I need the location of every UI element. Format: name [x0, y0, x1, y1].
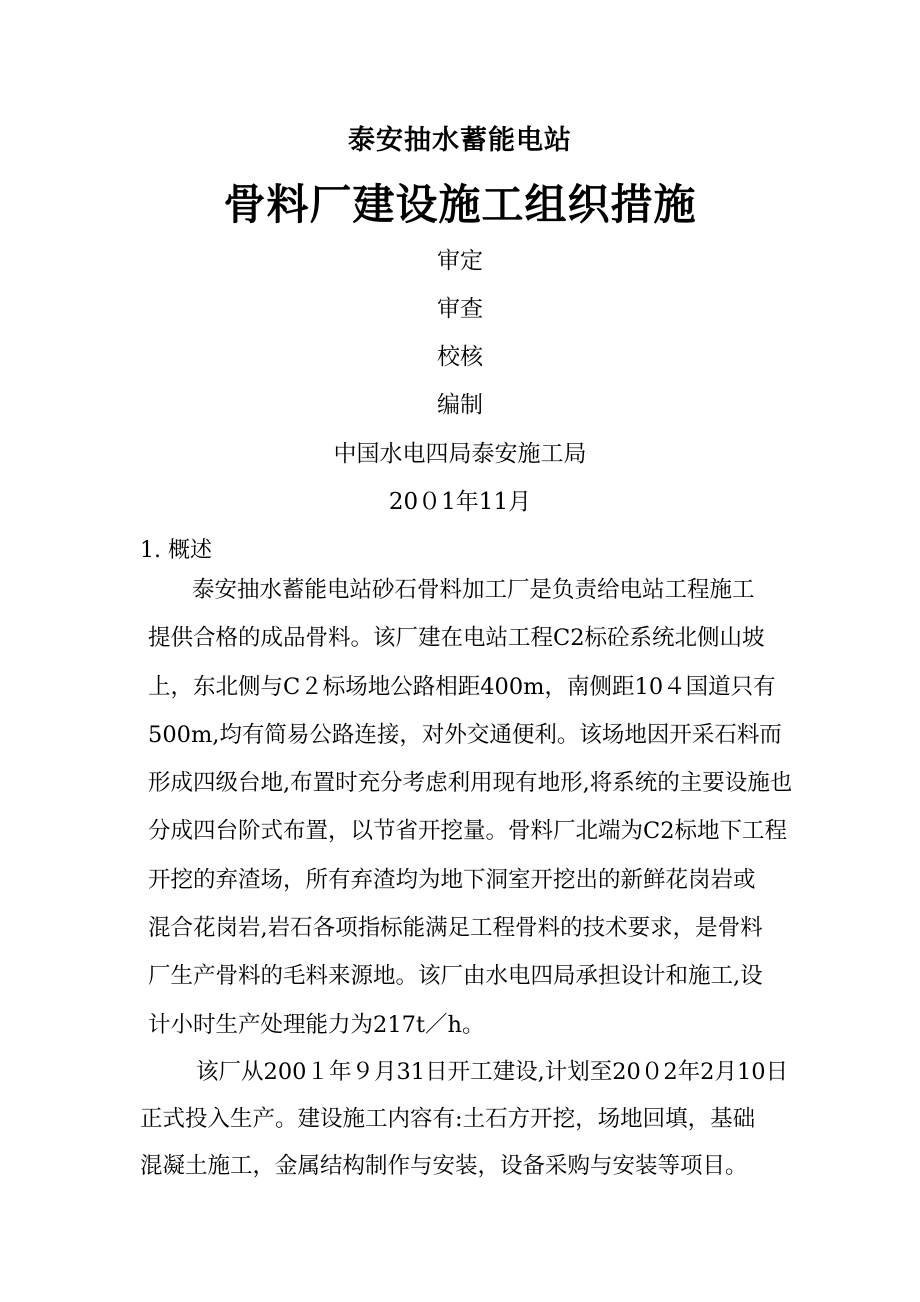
paragraph-line: 该厂从200１年９月31日开工建设,计划至20０2年2月10日: [196, 1059, 789, 1085]
paragraph-line: 正式投入生产。建设施工内容有:土石方开挖，场地回填，基础: [140, 1106, 756, 1132]
paragraph-line: 500m,均有简易公路连接，对外交通便利。该场地因开采石料而: [148, 721, 782, 748]
document-title: 骨料厂建设施工组织措施: [223, 180, 697, 229]
signature-prepare: 编制: [437, 392, 483, 418]
paragraph-line: 提供合格的成品骨料。该厂建在电站工程C2标砼系统北侧山坡: [148, 625, 765, 652]
paragraph-line: 混合花岗岩,岩石各项指标能满足工程骨料的技术要求，是骨料: [148, 915, 763, 942]
signature-check: 校核: [437, 344, 483, 370]
paragraph-line: 泰安抽水蓄能电站砂石骨料加工厂是负责给电站工程施工: [192, 577, 755, 603]
paragraph-line: 混凝土施工，金属结构制作与安装，设备采购与安装等项目。: [140, 1153, 748, 1179]
signature-approve: 审定: [437, 248, 483, 274]
overview-paragraph-1: [140, 577, 793, 1061]
paragraph-line: 计小时生产处理能力为217t／h。: [148, 1011, 485, 1038]
paragraph-line: 分成四台阶式布置，以节省开挖量。骨料厂北端为C2标地下工程: [148, 818, 788, 845]
document-subtitle: 泰安抽水蓄能电站: [348, 125, 572, 156]
paragraph-line: 形成四级台地,布置时充分考虑利用现有地形,将系统的主要设施也: [148, 770, 793, 797]
overview-paragraph-2: [140, 1060, 790, 1201]
document-date: 20０1年11月: [388, 489, 532, 515]
organization-name: 中国水电四局泰安施工局: [333, 441, 587, 467]
signature-review: 审查: [437, 296, 483, 322]
paragraph-line: 开挖的弃渣场，所有弃渣均为地下洞室开挖出的新鲜花岗岩或: [148, 866, 756, 893]
paragraph-line: 厂生产骨料的毛料来源地。该厂由水电四局承担设计和施工,设: [148, 963, 763, 990]
section-heading: 1. 概述: [140, 538, 212, 563]
paragraph-line: 上，东北侧与C２标场地公路相距400m，南侧距10４国道只有: [148, 673, 776, 700]
